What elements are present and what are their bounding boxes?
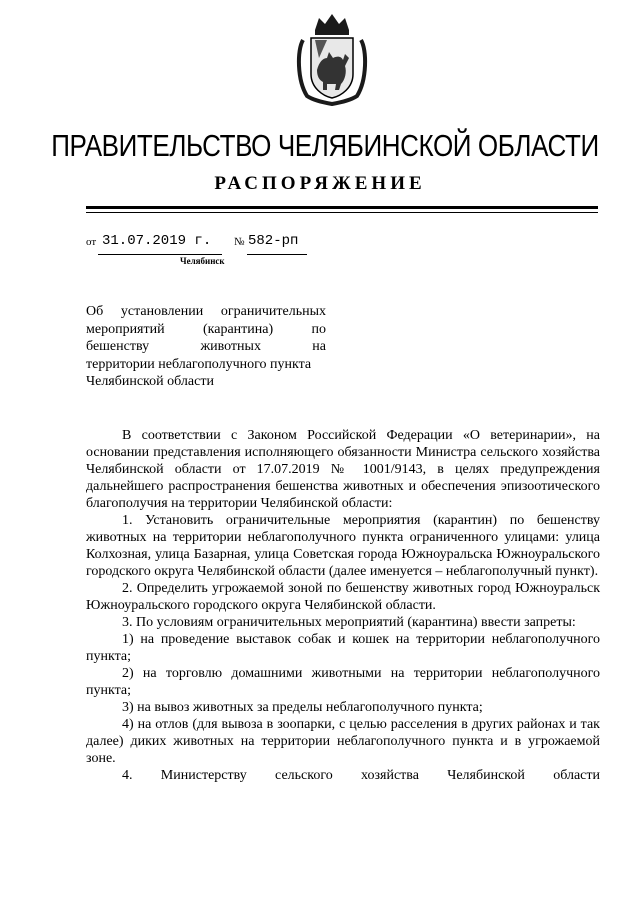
body-paragraph: 2. Определить угрожаемой зоной по бешенству животных город Южноуральск Южноуральского городского округа Челябинской области.: [86, 581, 600, 613]
body-paragraph: 3) на вывоз животных за пределы неблагополучного пункта;: [122, 700, 483, 715]
document-type: РАСПОРЯЖЕНИЕ: [214, 173, 426, 194]
document-subject: [86, 303, 326, 391]
subject-line: бешенству животных на: [86, 339, 326, 354]
body-paragraph: 4) на отлов (для вывоза в зоопарки, с целью расселения в других районах и так далее) диких животных на территории неблагополучного пункта и в угрожаемой зоне.: [86, 717, 600, 766]
issue-place: Челябинск: [180, 256, 225, 266]
body-paragraph: 3. По условиям ограничительных мероприятий (карантина) ввести запреты:: [122, 615, 576, 630]
header-rule-thick: [86, 206, 598, 209]
body-paragraph: В соответствии с Законом Российской Федерации «О ветеринарии», на основании представления исполняющего обязанности Министра сельского хозяйства Челябинской области от 17.07.2019 № 1001/9143, в целях предупреждения дальнейшего распространения бешенства животных и обеспечения эпизоотического благополучия на территории Челябинской области:: [86, 428, 600, 511]
government-title: ПРАВИТЕЛЬСТВО ЧЕЛЯБИНСКОЙ ОБЛАСТИ: [51, 128, 599, 163]
header-rule-thin: [86, 212, 598, 213]
document-date: 31.07.2019 г.: [102, 233, 212, 249]
number-underline: [247, 254, 307, 255]
subject-line: мероприятий (карантина) по: [86, 321, 326, 337]
subject-line: Челябинской области: [86, 374, 214, 389]
body-paragraph: 4. Министерству сельского хозяйства Челябинской области: [122, 768, 600, 783]
subject-line: Об установлении ограничительных: [86, 304, 326, 319]
subject-line: территории неблагополучного пункта: [86, 356, 312, 372]
body-paragraph: 2) на торговлю домашними животными на территории неблагополучного пункта;: [86, 666, 600, 698]
document-body: [86, 427, 600, 784]
coat-of-arms-emblem: [293, 10, 371, 108]
number-prefix: №: [234, 236, 245, 248]
date-underline: [98, 254, 222, 255]
document-number: 582-рп: [248, 233, 299, 249]
date-prefix: от: [86, 236, 97, 248]
body-paragraph: 1) на проведение выставок собак и кошек на территории неблагополучного пункта;: [86, 632, 600, 664]
body-paragraph: 1. Установить ограничительные мероприятия (карантин) по бешенству животных на территории неблагополучного пункта ограниченного улицами: улица Колхозная, улица Базарная, улица Советская города Южноуральска Южноуральского городского округа Челябинской области (далее именуется – неблагополучный пункт).: [86, 513, 600, 579]
